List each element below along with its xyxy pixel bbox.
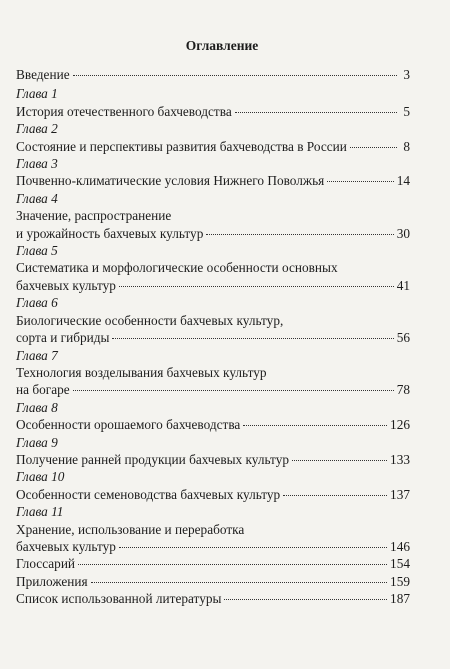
- toc-row: [16, 486, 410, 503]
- toc-entry: [16, 434, 410, 469]
- page-number: 8: [403, 138, 410, 154]
- entry-title: Список использованной литературы: [16, 591, 222, 607]
- toc-entry: [16, 555, 410, 572]
- chapter-label: Глава 9: [16, 434, 58, 450]
- entry-title: сорта и гибриды: [16, 330, 110, 346]
- toc-entry: [16, 399, 410, 434]
- toc-row: [16, 590, 410, 607]
- toc-row: [16, 381, 410, 398]
- chapter-label: Глава 6: [16, 295, 58, 311]
- page-number: 41: [396, 277, 410, 293]
- chapter-label: Глава 3: [16, 156, 58, 172]
- dot-leader: [235, 112, 397, 113]
- toc-entry: [16, 85, 410, 120]
- toc-entry: [16, 294, 410, 346]
- entry-title-line: Технология возделывания бахчевых культур: [16, 364, 267, 380]
- toc-row: [16, 555, 410, 572]
- toc-entry: [16, 503, 410, 555]
- entry-title: Введение: [16, 67, 70, 82]
- dot-leader: [112, 338, 393, 339]
- toc-entry: [16, 468, 410, 503]
- page-number: 154: [390, 556, 410, 572]
- page-number: 133: [390, 451, 410, 467]
- toc-entry: [16, 573, 410, 590]
- dot-leader: [119, 547, 387, 548]
- toc-entry: [16, 242, 410, 294]
- entry-title: Приложения: [16, 573, 88, 589]
- entry-title-line: Биологические особенности бахчевых культур,: [16, 312, 284, 328]
- page-title: Оглавление: [185, 38, 259, 53]
- chapter-label: Глава 8: [16, 399, 58, 415]
- entry-title: Глоссарий: [16, 556, 76, 572]
- entry-title: История отечественного бахчеводства: [16, 103, 232, 119]
- dot-leader: [243, 425, 387, 426]
- toc-row: [16, 66, 410, 83]
- page-number: 5: [403, 103, 410, 119]
- toc-entry: [16, 155, 410, 190]
- dot-leader: [327, 181, 393, 182]
- toc-row: [16, 573, 410, 590]
- page-number: 126: [390, 417, 410, 433]
- toc-row: [16, 329, 410, 346]
- toc-row: [16, 451, 410, 468]
- toc-row: [16, 416, 410, 433]
- chapter-label: Глава 7: [16, 347, 58, 363]
- entry-title: Почвенно-климатические условия Нижнего Поволжья: [16, 173, 325, 189]
- dot-leader: [73, 390, 394, 391]
- dot-leader: [73, 75, 397, 76]
- toc-entry: [16, 190, 410, 242]
- entry-title: Особенности семеноводства бахчевых культур: [16, 486, 281, 502]
- page-number: 146: [390, 538, 410, 554]
- dot-leader: [350, 147, 397, 148]
- page-number: 187: [390, 591, 410, 607]
- dot-leader: [119, 286, 394, 287]
- toc-entry: [16, 590, 410, 607]
- entry-title: Получение ранней продукции бахчевых культур: [16, 451, 289, 467]
- toc-entry: [16, 120, 410, 155]
- entry-title-line: Систематика и морфологические особенности основных: [16, 260, 338, 276]
- dot-leader: [283, 495, 387, 496]
- toc-row: [16, 172, 410, 189]
- entry-title: Особенности орошаемого бахчеводства: [16, 417, 241, 433]
- entry-title-line: Хранение, использование и переработка: [16, 521, 245, 537]
- page-number: 56: [396, 330, 410, 346]
- entry-title-line: Значение, распространение: [16, 208, 172, 224]
- chapter-label: Глава 4: [16, 190, 58, 206]
- entry-title: и урожайность бахчевых культур: [16, 225, 204, 241]
- entry-title: бахчевых культур: [16, 538, 116, 554]
- toc-row: [16, 103, 410, 120]
- toc-entry: [16, 66, 410, 83]
- page-number: 14: [396, 173, 410, 189]
- toc-row: [16, 138, 410, 155]
- toc-row: [16, 277, 410, 294]
- entry-title: Состояние и перспективы развития бахчеводства в России: [16, 138, 347, 154]
- chapter-label: Глава 2: [16, 121, 58, 137]
- entry-title: бахчевых культур: [16, 277, 116, 293]
- page-number: 30: [396, 225, 410, 241]
- table-of-contents: [16, 66, 410, 608]
- dot-leader: [91, 582, 387, 583]
- page-number: 137: [390, 486, 410, 502]
- chapter-label: Глава 10: [16, 469, 65, 485]
- page-number: 3: [403, 67, 410, 82]
- toc-row: [16, 225, 410, 242]
- toc-row: [16, 538, 410, 555]
- toc-entry: [16, 347, 410, 399]
- dot-leader: [224, 599, 387, 600]
- entry-title: на богаре: [16, 382, 70, 398]
- chapter-label: Глава 5: [16, 243, 58, 259]
- dot-leader: [78, 564, 387, 565]
- chapter-label: Глава 1: [16, 86, 58, 102]
- dot-leader: [206, 234, 393, 235]
- page-number: 78: [396, 382, 410, 398]
- chapter-label: Глава 11: [16, 504, 64, 520]
- dot-leader: [292, 460, 387, 461]
- page-number: 159: [390, 573, 410, 589]
